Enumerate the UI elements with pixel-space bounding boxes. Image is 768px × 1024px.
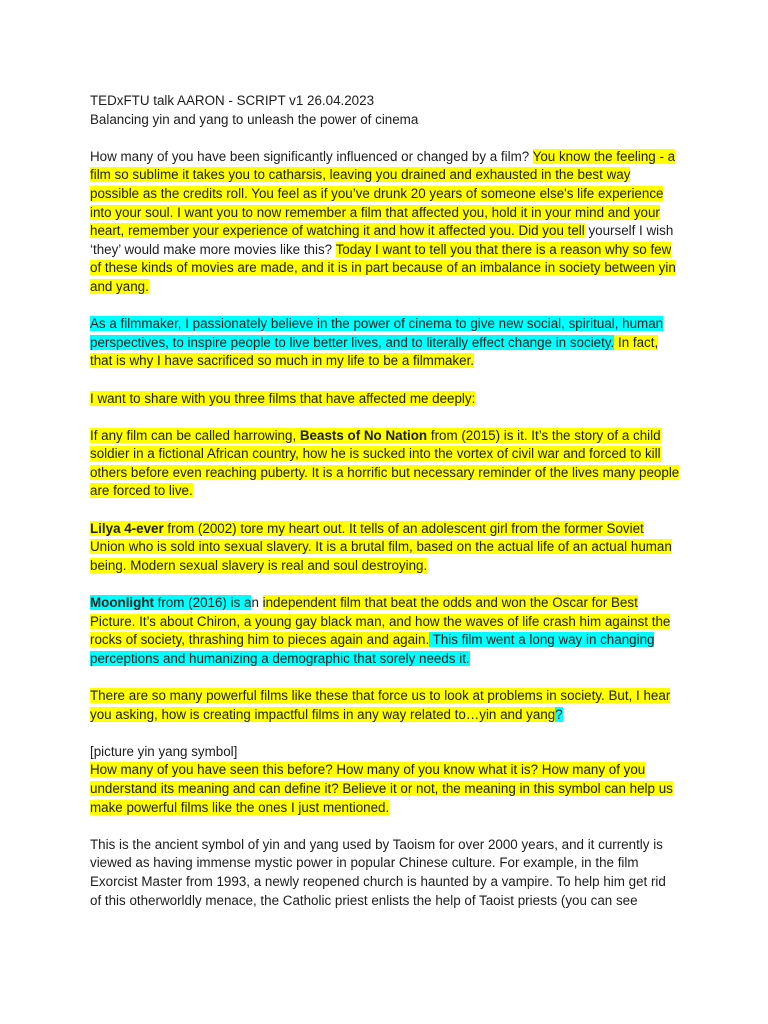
moonlight-article-end: n: [251, 595, 263, 611]
question-mark: ?: [555, 706, 563, 722]
beasts-intro: If any film can be called harrowing,: [90, 427, 300, 443]
lilya-title: Lilya 4-ever: [90, 520, 164, 536]
beasts-title: Beasts of No Nation: [299, 427, 428, 443]
moonlight-title: Moonlight: [90, 595, 154, 611]
question-highlight: There are so many powerful films like these that force us to look at problems in society. But, I hear you asking, how is creating impactful films in any way related to…yin and yang: [90, 688, 671, 722]
intro-thesis-highlight: Today I want to tell you that there is a reason why so few of these kinds of movies are made, and it is in part because of an imbalance in society between yin and yang.: [90, 241, 676, 294]
intro-question: How many of you have been significantly influenced or changed by a film?: [90, 148, 533, 164]
document-page: [90, 92, 680, 910]
paragraph-lilya: [90, 520, 680, 576]
paragraph-moonlight: [90, 594, 680, 668]
beasts-text: from (2015) is it. It’s the story of a child soldier in a fictional African country, how he is sucked into the vortex of civil war and forced to kill others before even reaching puberty. It is a horrific but necessary reminder of the lives many people are forced to live.: [90, 427, 680, 499]
lilya-text: from (2002) tore my heart out. It tells of an adolescent girl from the former Soviet Union who is sold into sexual slavery. It is a brutal film, based on the actual life of an actual human being. Modern sexual slavery is real and soul destroying.: [90, 520, 672, 573]
intro-wish: yourself I wish ‘they’ would make more movies like this?: [90, 223, 674, 257]
paragraph-three-films: [90, 390, 680, 409]
paragraph-question: [90, 687, 680, 724]
intro-feeling-highlight: You know the feeling - a film so sublime it takes you to catharsis, leaving you drained and exhausted in the best way possible as the credits roll. You feel as if you’ve drunk 20 years of someone else's life experience into your soul. I want you to now remember a film that affected you, hold it in your mind and your heart, remember your experience of watching it and how it affected you. Did you tell: [90, 148, 676, 239]
moonlight-impact-highlight: This film went a long way in changing perceptions and humanizing a demographic that sorely needs it.: [90, 632, 655, 666]
three-films-highlight: I want to share with you three films that have affected me deeply:: [90, 390, 476, 406]
moonlight-year: from (2016) is a: [153, 595, 252, 611]
paragraph-taoism: This is the ancient symbol of yin and yang used by Taoism for over 2000 years, and it currently is viewed as having immense mystic power in popular Chinese culture. For example, in the film Exorcist Master from 1993, a newly reopened church is haunted by a vampire. To help him get rid of this otherworldly menace, the Catholic priest enlists the help of Taoist priests (you can see: [90, 836, 666, 908]
symbol-question-highlight: How many of you have seen this before? How many of you know what it is? How many of you understand its meaning and can define it? Believe it or not, the meaning in this symbol can help us make powerful films like the ones I just mentioned.: [90, 762, 673, 815]
paragraph-intro: [90, 148, 680, 297]
filmmaker-sacrifice-highlight: In fact, that is why I have sacrificed so much in my life to be a filmmaker.: [90, 334, 659, 369]
moonlight-text: independent film that beat the odds and won the Oscar for Best Picture. It’s about Chiron, a young gay black man, and how the waves of life crash him against the rocks of society, thrashing him to pieces again and again.: [90, 595, 671, 648]
doc-subtitle: Balancing yin and yang to unleash the power of cinema: [90, 111, 419, 127]
picture-note: [picture yin yang symbol]: [90, 743, 238, 759]
doc-title: TEDxFTU talk AARON - SCRIPT v1 26.04.2023: [90, 93, 375, 108]
paragraph-beasts: [90, 427, 680, 501]
filmmaker-belief-highlight: As a filmmaker, I passionately believe in the power of cinema to give new social, spiritual, human perspectives, to inspire people to live better lives, and to literally effect change in society.: [90, 316, 664, 350]
paragraph-symbol: [90, 761, 680, 817]
paragraph-filmmaker: [90, 315, 680, 371]
